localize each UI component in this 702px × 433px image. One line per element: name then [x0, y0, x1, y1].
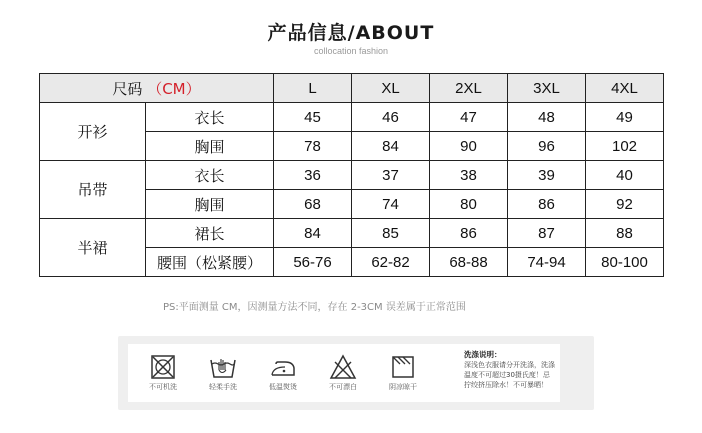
measure-label: 裙长 — [146, 219, 274, 248]
care-instructions-card — [128, 344, 560, 402]
care-label: 阴凉晾干 — [389, 383, 417, 391]
size-unit-header — [40, 74, 274, 103]
care-note-title: 洗涤说明： — [464, 350, 502, 359]
no-machine-wash-icon — [150, 354, 176, 380]
table-row — [40, 219, 664, 248]
size-table — [39, 73, 664, 277]
care-note-text: 深浅色衣服请分开洗涤，洗涤温度不可超过30摄氏度！忌拧绞挤压除水！不可暴晒！ — [464, 361, 555, 389]
size-header-3xl: 3XL — [508, 74, 586, 103]
table-cell: 84 — [274, 219, 352, 248]
care-label: 轻柔手洗 — [209, 383, 237, 391]
table-cell: 74-94 — [508, 248, 586, 277]
care-item-hand-wash — [198, 344, 248, 402]
measurement-note: PS:平面测量 CM，因测量方法不同，存在 2-3CM 误差属于正常范围 — [163, 302, 466, 313]
table-cell: 92 — [586, 190, 664, 219]
care-item-no-machine-wash — [138, 344, 188, 402]
table-cell: 74 — [352, 190, 430, 219]
measure-label: 胸围 — [146, 132, 274, 161]
table-cell: 48 — [508, 103, 586, 132]
table-cell: 88 — [586, 219, 664, 248]
table-cell: 68 — [274, 190, 352, 219]
low-temp-iron-icon — [269, 354, 297, 380]
size-header-4xl: 4XL — [586, 74, 664, 103]
care-item-no-bleach — [318, 344, 368, 402]
table-cell: 45 — [274, 103, 352, 132]
table-cell: 85 — [352, 219, 430, 248]
hand-wash-icon — [209, 354, 237, 380]
group-label-camisole: 吊带 — [40, 161, 146, 219]
care-instructions-panel — [118, 336, 594, 410]
table-cell: 39 — [508, 161, 586, 190]
size-header-label: 尺码 — [112, 79, 143, 98]
shade-dry-icon — [390, 354, 416, 380]
table-cell: 84 — [352, 132, 430, 161]
page-subtitle: collocation fashion — [313, 46, 389, 56]
table-cell: 47 — [430, 103, 508, 132]
table-cell: 78 — [274, 132, 352, 161]
size-header-2xl: 2XL — [430, 74, 508, 103]
table-cell: 40 — [586, 161, 664, 190]
table-cell: 87 — [508, 219, 586, 248]
table-cell: 68-88 — [430, 248, 508, 277]
table-row — [40, 103, 664, 132]
care-label: 不可机洗 — [149, 383, 177, 391]
care-item-shade-dry — [378, 344, 428, 402]
table-cell: 80-100 — [586, 248, 664, 277]
no-bleach-icon — [329, 354, 357, 380]
table-cell: 36 — [274, 161, 352, 190]
size-header-xl: XL — [352, 74, 430, 103]
table-header-row — [40, 74, 664, 103]
table-cell: 38 — [430, 161, 508, 190]
table-cell: 56-76 — [274, 248, 352, 277]
page-title: 产品信息/ABOUT — [267, 22, 435, 44]
care-item-low-temp-iron — [258, 344, 308, 402]
table-cell: 90 — [430, 132, 508, 161]
table-cell: 49 — [586, 103, 664, 132]
measure-label: 腰围（松紧腰） — [146, 248, 274, 277]
table-cell: 62-82 — [352, 248, 430, 277]
table-cell: 96 — [508, 132, 586, 161]
care-label: 低温熨烫 — [269, 383, 297, 391]
care-label: 不可漂白 — [329, 383, 357, 391]
measure-label: 衣长 — [146, 161, 274, 190]
table-cell: 46 — [352, 103, 430, 132]
measure-label: 衣长 — [146, 103, 274, 132]
table-row — [40, 161, 664, 190]
group-label-skirt: 半裙 — [40, 219, 146, 277]
group-label-cardigan: 开衫 — [40, 103, 146, 161]
table-cell: 37 — [352, 161, 430, 190]
table-cell: 86 — [430, 219, 508, 248]
unit-label: （CM） — [147, 79, 201, 98]
care-note — [464, 350, 556, 390]
size-header-l: L — [274, 74, 352, 103]
table-cell: 80 — [430, 190, 508, 219]
table-cell: 102 — [586, 132, 664, 161]
table-cell: 86 — [508, 190, 586, 219]
measure-label: 胸围 — [146, 190, 274, 219]
